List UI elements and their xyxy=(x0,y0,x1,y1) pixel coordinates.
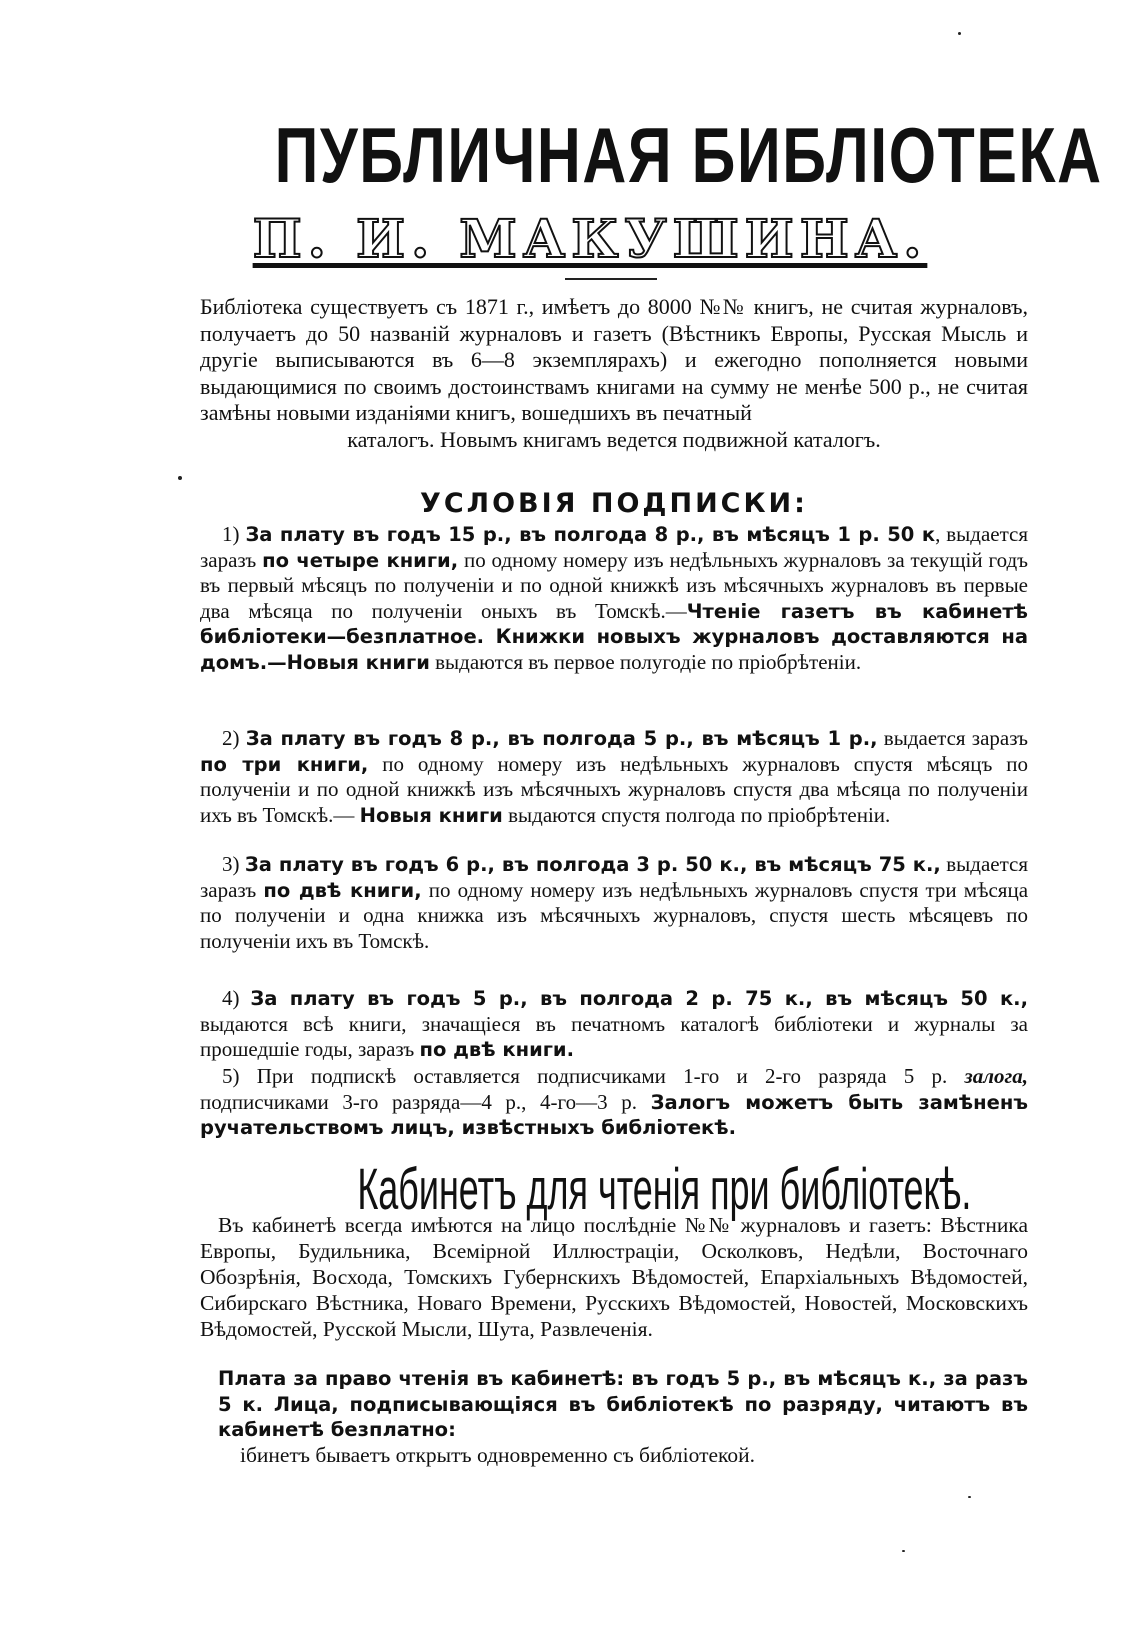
condition-4-price: За плату въ годъ 5 р., въ полгода 2 р. 75 к., въ мѣсяцъ 50 к., xyxy=(250,987,1028,1010)
condition-3-text-b: по одному номеру изъ недѣльныхъ журналовъ спустя три мѣсяца по полученіи и одна книжка изъ мѣсячныхъ журналовъ, спустя шесть мѣсяцевъ по полученіи ихъ въ Томскѣ. xyxy=(200,877,1029,953)
title-divider xyxy=(565,278,657,280)
condition-1-text-a: , выдается заразъ xyxy=(200,522,1029,572)
intro-last-line: каталогъ. Новымъ книгамъ ведется подвижной каталогъ. xyxy=(347,426,881,452)
reading-room-title: Кабинетъ для чтенія при библіотекѣ. xyxy=(357,1157,972,1222)
condition-5-number: 5) xyxy=(222,1064,240,1088)
condition-2 xyxy=(200,726,1028,828)
library-title: ПУБЛИЧНАЯ БИБЛІОТЕКА xyxy=(274,111,1103,199)
condition-1 xyxy=(200,522,1028,675)
condition-2-note: Новыя книги xyxy=(359,803,503,827)
condition-1-note: Чтеніе газетъ въ кабинетѣ библіотеки—безплатное. Книжки новыхъ журналовъ доставляются на домъ.—Новыя книги xyxy=(200,599,1028,674)
condition-1-books: по четыре книги, xyxy=(262,548,459,572)
scan-speck xyxy=(968,1496,971,1498)
condition-2-books: по три книги, xyxy=(200,752,369,776)
reading-room-hours: ібинетъ бываетъ открытъ одновременно съ библіотекой. xyxy=(240,1443,756,1467)
scan-speck xyxy=(958,32,961,35)
condition-2-number: 2) xyxy=(222,726,240,750)
condition-5-text-b: подписчиками 3-го разряда—4 р., 4-го—3 р. xyxy=(200,1089,651,1114)
condition-3-text-a: выдается заразъ xyxy=(200,852,1029,902)
condition-3-price: За плату въ годъ 6 р., въ полгода 3 р. 50 к., въ мѣсяцъ 75 к., xyxy=(244,853,941,876)
condition-3-number: 3) xyxy=(222,852,240,876)
condition-4 xyxy=(200,986,1028,1063)
condition-3 xyxy=(200,852,1028,954)
condition-4-number: 4) xyxy=(222,986,240,1010)
condition-2-text-c: выдаются спустя полгода по пріобрѣтеніи. xyxy=(502,802,891,827)
reading-room-fee: Плата за право чтенія въ кабинетѣ: въ годъ 5 р., въ мѣсяцъ к., за разъ 5 к. Лица, подписывающіяся въ библіотекѣ по разряду, читаютъ въ кабинетѣ безплатно: xyxy=(218,1367,1028,1441)
intro-text: Библіотека существуетъ съ 1871 г., имѣетъ до 8000 №№ книгъ, не считая журналовъ, получаетъ до 50 названій журналовъ и газетъ (Вѣстникъ Европы, Русская Мысль и другіе выписываются въ 6—8 экземплярахъ) и ежегодно пополняется новыми выдающимися по своимъ достоинствамъ книгами на сумму не менѣе 500 р., не считая замѣны новыми изданіями книгъ, вошедшихъ въ печатный xyxy=(200,294,1028,425)
conditions-heading: УСЛОВІЯ ПОДПИСКИ: xyxy=(420,488,808,519)
condition-5 xyxy=(200,1064,1028,1141)
library-owner-name: П. И. МАКУШИНА. xyxy=(252,209,928,270)
condition-2-text-a: выдается заразъ xyxy=(877,726,1029,750)
condition-2-price: За плату въ годъ 8 р., въ полгода 5 р., въ мѣсяцъ 1 р., xyxy=(245,727,878,750)
condition-2-text-b: по одному номеру изъ недѣльныхъ журналовъ спустя мѣсяцъ по полученіи и по одной книжкѣ изъ мѣсячныхъ журналовъ спустя два мѣсяца по полученіи ихъ въ Томскѣ.— xyxy=(200,751,1028,827)
condition-1-text-b: по одному номеру изъ недѣльныхъ журналовъ за текущій годъ въ первый мѣсяцъ по полученіи и по одной книжкѣ изъ мѣсячныхъ журналовъ въ первые два мѣсяца по полученіи оныхъ въ Томскѣ.— xyxy=(200,547,1029,623)
intro-paragraph xyxy=(200,294,1028,453)
scan-speck xyxy=(178,476,182,480)
reading-room-text: Въ кабинетѣ всегда имѣются на лицо послѣдніе №№ журналовъ и газетъ: Вѣстника Европы, Будильника, Всемірной Иллюстраціи, Осколковъ, Недѣли, Восточнаго Обозрѣнія, Восхода, Томскихъ Губернскихъ Вѣдомостей, Епархіальныхъ Вѣдомостей, Сибирскаго Вѣстника, Новаго Времени, Русскихъ Вѣдомостей, Новостей, Московскихъ Вѣдомостей, Русской Мысли, Шута, Развлеченія. xyxy=(200,1213,1028,1341)
condition-1-price: За плату въ годъ 15 р., въ полгода 8 р., въ мѣсяцъ 1 р. 50 к xyxy=(245,523,936,546)
condition-5-text-a: При подпискѣ оставляется подписчиками 1-го и 2-го разряда 5 р. xyxy=(239,1064,965,1088)
condition-1-text-c: выдаются въ первое полугодіе по пріобрѣтеніи. xyxy=(429,649,862,674)
condition-5-deposit: залога, xyxy=(964,1064,1028,1088)
condition-5-note: Залогъ можетъ быть замѣненъ ручательствомъ лицъ, извѣстныхъ библіотекѣ. xyxy=(200,1090,1028,1139)
condition-4-books: по двѣ книги. xyxy=(419,1038,574,1061)
condition-4-text-a: выдаются всѣ книги, значащіеся въ печатномъ каталогѣ библіотеки и журналы за прошедшіе годы, заразъ xyxy=(200,1011,1028,1061)
scan-speck xyxy=(902,1550,905,1552)
condition-3-books: по двѣ книги, xyxy=(263,878,422,902)
condition-1-number: 1) xyxy=(222,522,240,546)
